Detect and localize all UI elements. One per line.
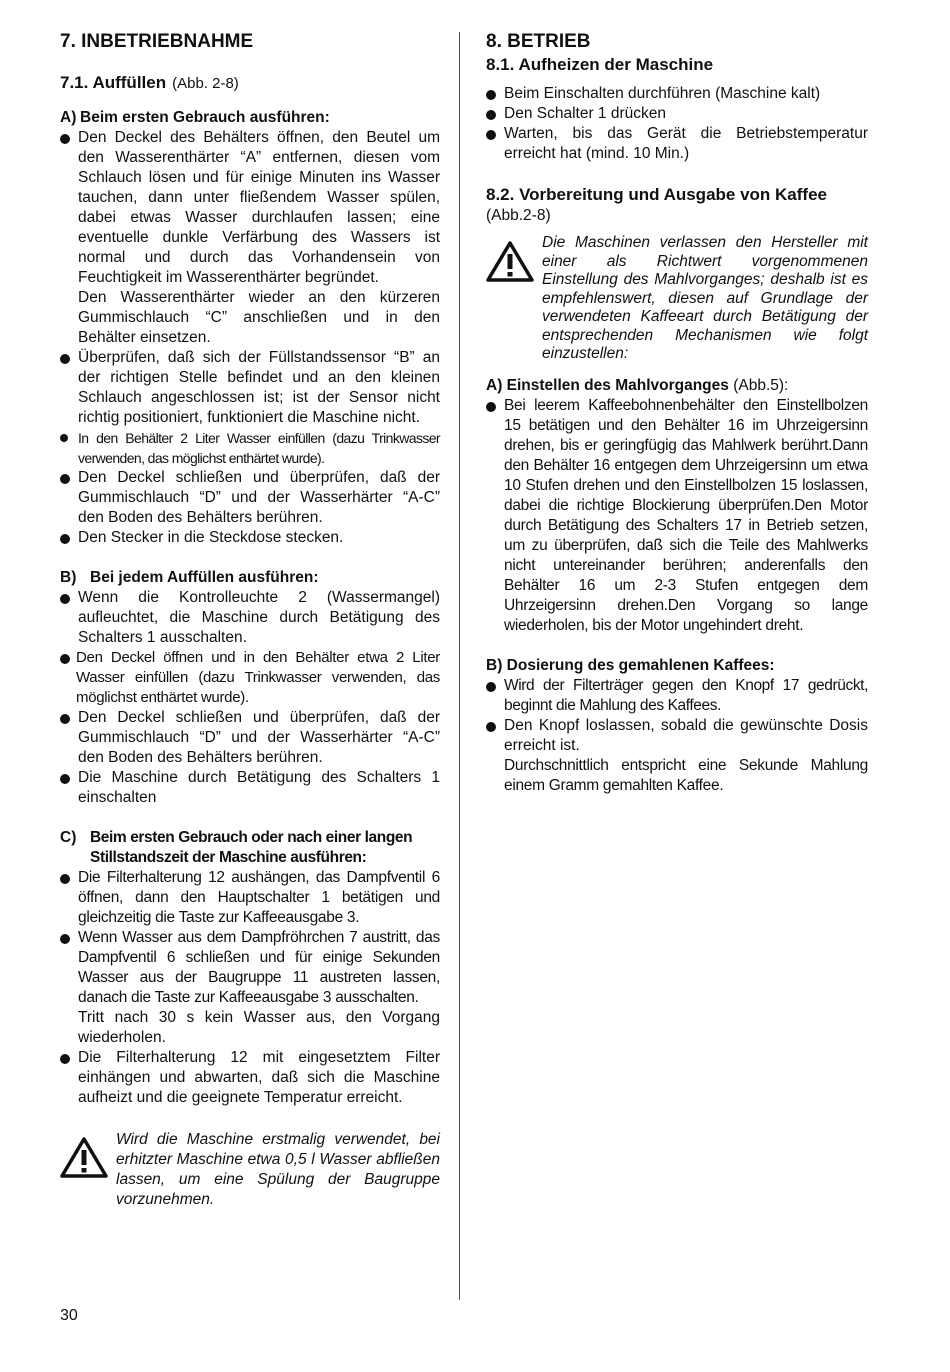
- list-item: Den Deckel des Behälters öffnen, den Beutel um den Wasserenthärter “A” entfernen, diesen vom Schlauch lösen und für einige Minuten ins Wasser tauchen, dann unter fließendem Wasser spülen, dabei etwas Wasser durchlaufen lassen; eine eventuelle dunkle Verfärbung des Wassers ist normal und durch das Vorhandensein von Feuchtigkeit im Wasserenthärter begründet.: [60, 128, 440, 288]
- bullet-icon: [60, 428, 78, 442]
- bullet-icon: [60, 708, 78, 724]
- list-item-continuation: Tritt nach 30 s kein Wasser aus, den Vorgang wiederholen.: [78, 1009, 440, 1046]
- list-item: Die Filterhalterung 12 mit eingesetztem Filter einhängen und abwarten, daß sich die Maschine aufheizt und die geeignete Temperatur erreicht.: [60, 1048, 440, 1108]
- list-item-continuation: Durchschnittlich entspricht eine Sekunde Mahlung einem Gramm gemahlten Kaffee.: [504, 756, 868, 794]
- bullet-icon: [486, 716, 504, 732]
- list-item: Warten, bis das Gerät die Betriebstemperatur erreicht hat (mind. 10 Min.): [486, 124, 868, 164]
- warning-note-left: [60, 1130, 440, 1210]
- list-item: Überprüfen, daß sich der Füllstandssensor “B” an der richtigen Stelle befindet und an den kleinen Schlauch angeschlossen ist; ist der Sensor nicht richtig positioniert, funktioniert die Maschine nicht.: [60, 348, 440, 428]
- bullet-icon: [60, 768, 78, 784]
- section-8-1-title: 8.1. Aufheizen der Maschine: [486, 55, 714, 74]
- list-item: Beim Einschalten durchführen (Maschine kalt): [486, 84, 868, 104]
- warning-note-right: [486, 234, 868, 364]
- subsection-b-heading: B) Dosierung des gemahlenen Kaffees:: [486, 656, 775, 674]
- subsection-c-label: C): [60, 829, 77, 846]
- bullet-icon: [60, 128, 78, 144]
- list-item: Den Stecker in die Steckdose stecken.: [60, 528, 440, 548]
- list-item: Den Schalter 1 drücken: [486, 104, 868, 124]
- list-item: In den Behälter 2 Liter Wasser einfüllen (dazu Trinkwasser verwenden, das möglichst enthärtet wurde).: [60, 428, 440, 468]
- subsection-c: [60, 828, 440, 868]
- list-item-continuation: Den Wasserenthärter wieder an den kürzeren Gummischlauch “C” anschließen und in den Behälter einsetzen.: [78, 289, 440, 346]
- bullet-icon: [60, 588, 78, 604]
- list-item: Den Deckel schließen und überprüfen, daß der Gummischlauch “D” und der Wasserhärter “A-C” den Boden des Behälters berühren.: [60, 468, 440, 528]
- list-item: Wenn Wasser aus dem Dampfröhrchen 7 austritt, das Dampfventil 6 schließen und für einige Sekunden Wasser aus der Baugruppe 11 austreten lassen, danach die Taste zur Kaffeeausgabe 3 ausschalten.: [60, 928, 440, 1008]
- subsection-b-label: B): [60, 569, 77, 586]
- right-column: [486, 30, 868, 796]
- bullet-icon: [60, 1048, 78, 1064]
- warning-text: Wird die Maschine erstmalig verwendet, bei erhitzter Maschine etwa 0,5 l Wasser abfließen lassen, um eine Spülung der Baugruppe vorzunehmen.: [116, 1131, 440, 1208]
- bullet-icon: [60, 928, 78, 944]
- bullet-icon: [486, 104, 504, 120]
- list-item: Die Filterhalterung 12 aushängen, das Dampfventil 6 öffnen, dann den Hauptschalter 1 betätigen und gleichzeitig die Taste zur Kaffeeausgabe 3.: [60, 868, 440, 928]
- subsection-a: [60, 108, 440, 128]
- list-item: Wenn die Kontrolleuchte 2 (Wassermangel) aufleuchtet, die Maschine durch Betätigung des Schalters 1 ausschalten.: [60, 588, 440, 648]
- list-item: Den Knopf loslassen, sobald die gewünschte Dosis erreicht ist.: [486, 716, 868, 756]
- subsection-a-label: A): [60, 109, 77, 126]
- column-divider: [459, 32, 460, 1300]
- heading-inbetriebnahme: 7. INBETRIEBNAHME: [60, 31, 254, 52]
- bullet-icon: [486, 396, 504, 412]
- section-8-1-list: [486, 84, 868, 164]
- bullet-icon: [60, 348, 78, 364]
- subsection-b-title: Bei jedem Auffüllen ausführen:: [90, 569, 319, 586]
- list-item: Wird der Filterträger gegen den Knopf 17 gedrückt, beginnt die Mahlung des Kaffees.: [486, 676, 868, 716]
- subsection-c-title: Beim ersten Gebrauch oder nach einer langen Stillstandszeit der Maschine ausführen:: [90, 829, 413, 866]
- bullet-icon: [486, 84, 504, 100]
- section-8-2-title: 8.2. Vorbereitung und Ausgabe von Kaffee: [486, 185, 827, 204]
- list-item: Bei leerem Kaffeebohnenbehälter den Einstellbolzen 15 betätigen und den Behälter 16 im Uhrzeigersinn drehen, bis er geringfügig das Mahlwerk berührt.Dann den Behälter 16 entgegen dem Uhrzeigersinn um etwa 10 Stufen drehen und den Einstellbolzen 15 loslassen, dabei die richtige Blockierung überprüfen.Den Motor durch Betätigung des Schalters 17 in Betrieb setzen, um zu überprüfen, daß sich die Teile des Mahlwerks nicht untereinander berühren; anderenfalls den Behälter 16 um 2-3 Stufen entgegen dem Uhrzeigersinn drehen.Den Vorgang so lange wiederholen, bis der Motor ungehindert dreht.: [486, 396, 868, 636]
- section-8-2-ref: (Abb.2-8): [486, 207, 551, 224]
- warning-icon: [60, 1130, 116, 1184]
- bullet-icon: [60, 868, 78, 884]
- list-item: Die Maschine durch Betätigung des Schalters 1 einschalten: [60, 768, 440, 808]
- bullet-icon: [60, 648, 76, 664]
- warning-text: Die Maschinen verlassen den Hersteller mit einer als Richtwert vorgenommenen Einstellung des Mahlvorganges; deshalb ist es empfehlenswert, diesen auf Grundlage der verwendeten Kaffeeart durch Betätigung der entsprechenden Mechanismen wie folgt einzustellen:: [542, 234, 868, 362]
- section-7-1-title: 7.1. Auffüllen: [60, 73, 167, 92]
- bullet-icon: [486, 124, 504, 140]
- page-number: 30: [60, 1307, 78, 1324]
- bullet-icon: [60, 528, 78, 544]
- section-7-1: [60, 72, 440, 94]
- left-column: [60, 30, 440, 1210]
- subsection-b: [60, 568, 440, 588]
- subsection-a-title: Beim ersten Gebrauch ausführen:: [80, 109, 330, 126]
- list-item: Den Deckel schließen und überprüfen, daß der Gummischlauch “D” und der Wasserhärter “A-C” den Boden des Behälters berühren.: [60, 708, 440, 768]
- subsection-a-heading: A) Einstellen des Mahlvorganges (Abb.5):: [486, 376, 789, 394]
- heading-betrieb: 8. BETRIEB: [486, 31, 591, 52]
- warning-icon: [486, 234, 542, 288]
- list-item: Den Deckel öffnen und in den Behälter etwa 2 Liter Wasser einfüllen (dazu Trinkwasser verwenden, das möglichst enthärtet wurde).: [60, 648, 440, 708]
- bullet-icon: [486, 676, 504, 692]
- bullet-icon: [60, 468, 78, 484]
- section-7-1-ref: (Abb. 2-8): [172, 75, 239, 92]
